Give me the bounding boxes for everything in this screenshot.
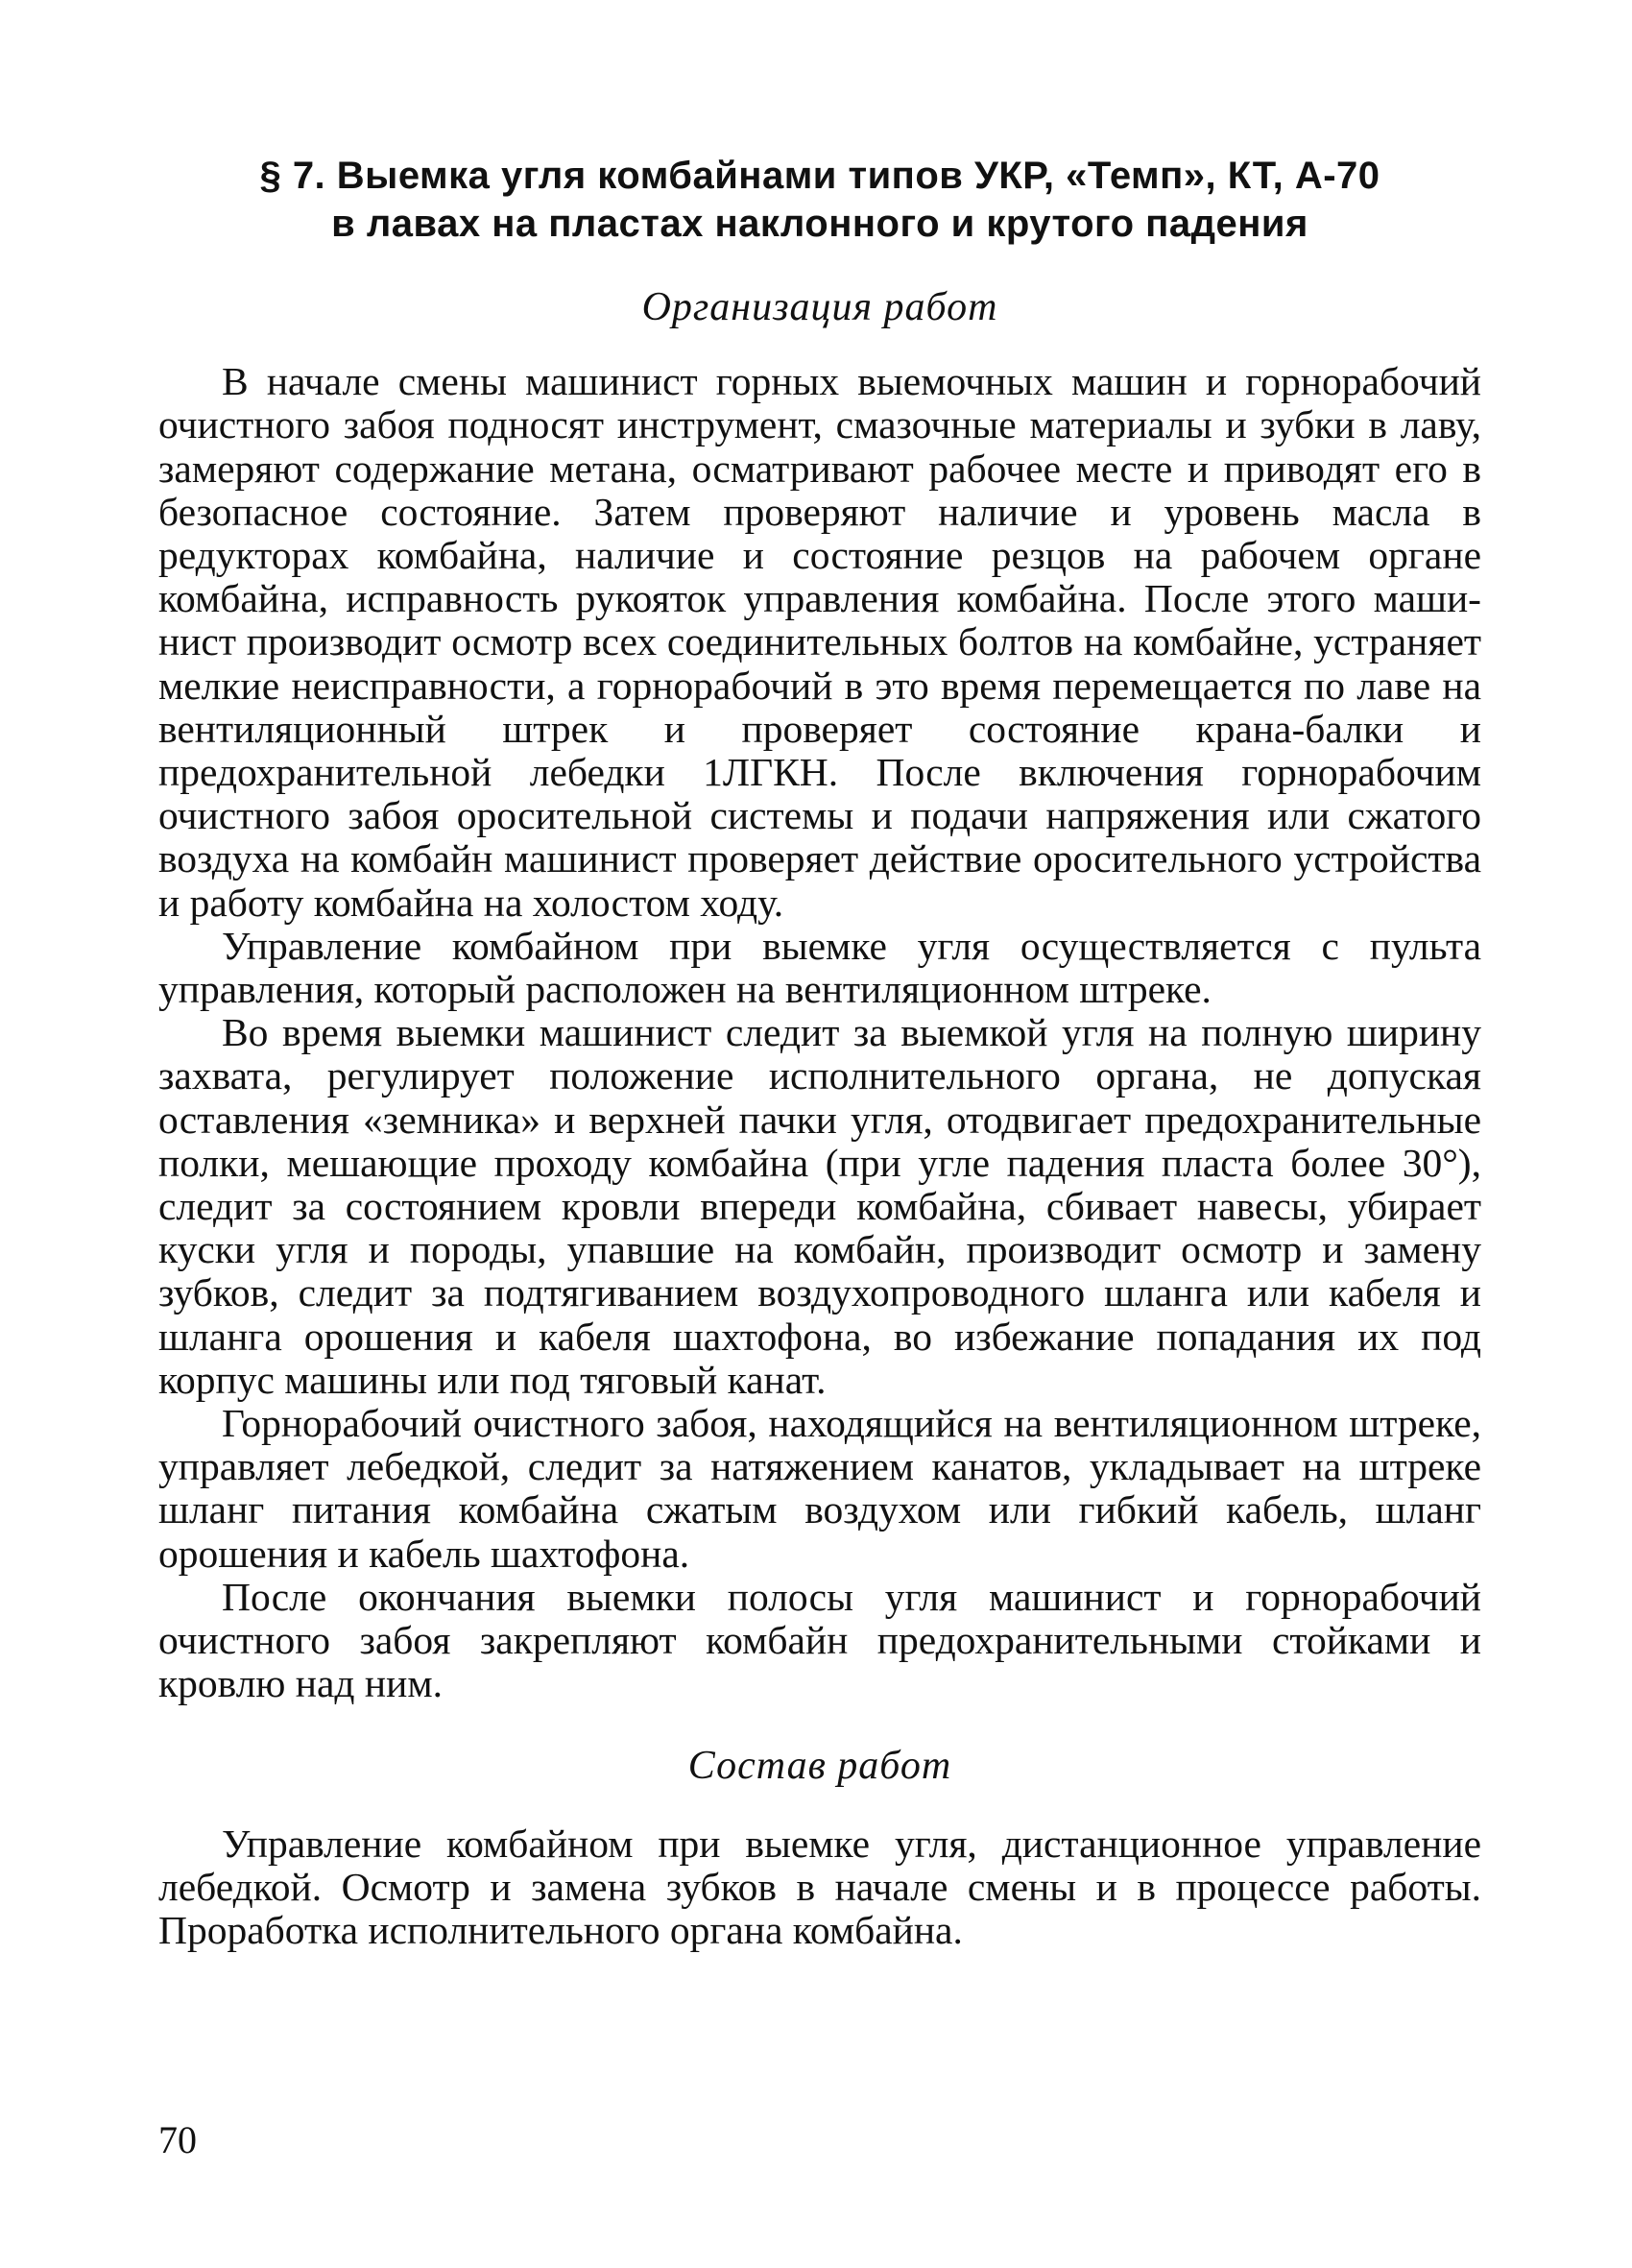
paragraph-organization-1: В начале смены машинист горных выемочных машин и горнорабочий очистного забоя подносят инструмент, смазочные материалы и зубки в лаву, замеряют содержание метана, осматривают рабочее месте и приводят его в безопасное состояние. Затем проверяют наличие и уровень масла в редукторах комбайна, наличие и состояние резцов на рабочем органе комбайна, исправность рукояток управления комбайна. После этого машинист производит осмотр всех соединительных болтов на комбайне, устраняет мелкие неисправности, а горнорабочий в это время перемещается по лаве на вентиляционный штрек и проверяет состояние крана-балки и предохранительной лебедки 1ЛГКН. После включения горнорабочим очистного забоя оросительной системы и подачи напряжения или сжатого воздуха на комбайн машинист проверяет действие оросительного устройства и работу комбайна на холостом ходу. bbox=[158, 359, 1481, 925]
page-number: 70 bbox=[158, 2118, 197, 2161]
paragraph-organization-2: Управление комбайном при выемке угля осуществляется с пульта управления, который расположен на вентиляционном штреке. bbox=[158, 923, 1481, 1012]
subheading-organization: Организация работ bbox=[641, 285, 998, 329]
section-heading bbox=[158, 152, 1481, 248]
section-heading-line-1: § 7. Выемка угля комбайнами типов УКР, «Темп», КТ, А-70 bbox=[259, 155, 1380, 197]
paragraph-organization-4: Горнорабочий очистного забоя, находящийся на вентиляционном штреке, управляет лебедкой, следит за натяжением канатов, укладывает на штреке шланг питания комбайна сжатым воздухом или гибкий кабель, шланг орошения и кабель шахтофона. bbox=[158, 1401, 1481, 1576]
document-page bbox=[158, 152, 1481, 1952]
subheading-work-composition: Состав работ bbox=[687, 1743, 952, 1788]
section-heading-line-2: в лавах на пластах наклонного и крутого падения bbox=[331, 203, 1308, 245]
paragraph-organization-5: После окончания выемки полосы угля машинист и горнорабочий очистного забоя закрепляют комбайн предохранительными стойками и кровлю над ним. bbox=[158, 1574, 1481, 1706]
paragraph-organization-3: Во время выемки машинист следит за выемкой угля на полную ширину захвата, регулирует положение исполнительного органа, не допуская оставления «земника» и верхней пачки угля, отодвигает предохранительные полки, мешающие проходу комбайна (при угле падения пласта более 30°), следит за состоянием кровли впереди комбайна, сбивает навесы, убирает куски угля и породы, упавшие на комбайн, производит осмотр и замену зубков, следит за подтягиванием воздухопроводного шланга или кабеля и шланга орошения и кабеля шахтофона, во избежание попадания их под корпус машины или под тяговый канат. bbox=[158, 1010, 1481, 1402]
paragraph-work-composition-1: Управление комбайном при выемке угля, дистанционное управление лебедкой. Осмотр и замена зубков в начале смены и в процессе работы. Проработка исполнительного органа комбайна. bbox=[158, 1821, 1481, 1953]
